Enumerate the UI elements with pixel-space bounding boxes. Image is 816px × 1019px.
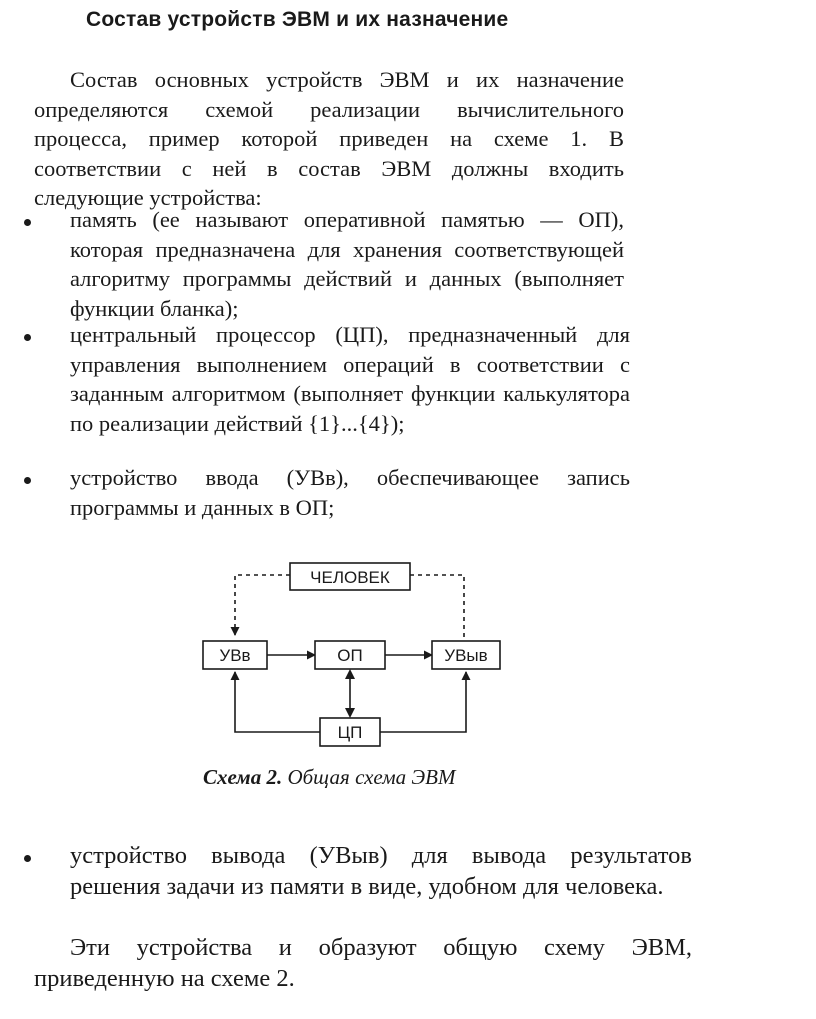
diagram-caption [203,765,455,790]
caption-label: Схема 2. [203,765,283,789]
list-item-text: центральный процессор (ЦП), предназначенный для управления выполнением операций в соответствии с заданным алгоритмом (выполняет функции калькулятора по реализации действий {1}...{4}); [70,322,630,436]
list-item-text: устройство вывода (УВыв) для вывода результатов решения задачи из памяти в виде, удобном для человека. [70,842,692,900]
node-cpu-label: ЦП [337,723,363,742]
list-item-text: устройство ввода (УВв), обеспечивающее запись программы и данных в ОП; [70,465,630,520]
dashed-link-human-to-input [235,575,290,635]
arrow-cpu-to-output [380,672,466,732]
list-item-text: память (ее называют оперативной памятью — ОП), которая предназначена для хранения соответствующей алгоритму программы действий и данных (выполняет функции бланка); [70,207,624,321]
bullet-icon [24,219,31,226]
bullet-icon [24,855,31,862]
arrow-cpu-to-input [235,672,320,732]
intro-paragraph: Состав основных устройств ЭВМ и их назначение определяются схемой реализации вычислительного процесса, пример которой приведен на схеме 1. В соответствии с ней в состав ЭВМ должны входить следующие устройства: [34,67,624,210]
node-memory-label: ОП [337,646,363,665]
bullet-icon [24,477,31,484]
dashed-link-human-to-output [410,575,464,640]
section-heading: Состав устройств ЭВМ и их назначение [86,8,509,31]
arrowhead-down-icon [345,708,355,718]
bullet-icon [24,334,31,341]
node-output-device-label: УВыв [444,646,488,665]
node-human-label: ЧЕЛОВЕК [310,568,390,587]
closing-paragraph: Эти устройства и образуют общую схему ЭВМ, приведенную на схеме 2. [34,934,692,992]
node-input-device-label: УВв [219,646,251,665]
arrowhead-up-icon [345,669,355,679]
caption-text: Общая схема ЭВМ [287,765,456,789]
computer-scheme-diagram [180,550,520,760]
